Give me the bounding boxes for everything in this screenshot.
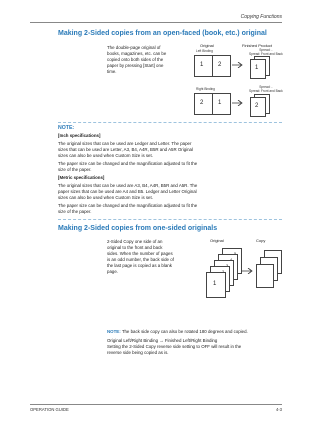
section2-intro-line: original to the front and back: [107, 245, 163, 250]
section2-intro-line: the last page is copied as a blank: [107, 263, 172, 268]
note-body: [58, 133, 283, 215]
section2-intro-line: page.: [107, 269, 118, 274]
section2-intro: [107, 239, 197, 275]
text-line: The paper size can be changed and the magnification adjusted to fit the: [58, 203, 198, 208]
figure-spread-bottom: Spread: - Spread: Front and Back: [249, 85, 283, 93]
metric-spec-paragraph-2: [58, 203, 283, 215]
arrow-right-icon: [232, 100, 244, 106]
finished-front-page-top: [250, 59, 266, 79]
text-line: Original Left/Right Binding → Finished Left/Right Binding: [107, 338, 218, 343]
book-copy-figure: [192, 43, 282, 117]
text-line: sizes can also be used when Custom Size is set.: [58, 153, 153, 158]
figure-left-binding: Left Binding: [196, 49, 213, 53]
note-label: NOTE:: [58, 125, 75, 131]
text-line: size of the paper.: [58, 167, 92, 172]
one-sided-copy-figure: [200, 238, 282, 322]
section-heading-one-sided: Making 2-Sided copies from one-sided originals: [58, 225, 218, 232]
text-line: sizes that can be used are Letter, A3, B4, A4R, B5R and A5R Original: [58, 147, 193, 152]
section1-intro-line: The double-page original of: [107, 45, 161, 50]
section1-intro-line: time.: [107, 69, 117, 74]
section2-intro-line: sides. When the number of pages: [107, 251, 173, 256]
text-line: Setting the 2-Sided Copy reverse side setting to OFF will result in the: [107, 344, 242, 349]
header-title: Copying Functions: [240, 14, 282, 20]
figure-finished-label: Finished Product: [242, 43, 273, 48]
text-line: sizes can also be used when Custom Size is set.: [58, 195, 153, 200]
page-number: 2: [218, 62, 222, 68]
text-line: paper sizes that can be used are A4 and B5. Ledger and Letter Original: [58, 189, 197, 194]
metric-spec-title: [Metric specifications]: [58, 175, 105, 180]
section2-intro-line: 2-Sided Copy one side of an: [107, 239, 163, 244]
section-heading-open-faced: Making 2-Sided copies from an open-faced (book, etc.) original: [58, 30, 267, 37]
footer-page-number: 4-3: [275, 407, 282, 412]
text-line: reverse side being copied as is.: [107, 350, 169, 355]
original-left-page-top: [194, 55, 213, 77]
arrow-right-icon: [242, 268, 254, 274]
inch-spec-paragraph-1: [58, 141, 283, 159]
section1-intro-line: paper by pressing [Start] one: [107, 63, 164, 68]
arrow-right-icon: [232, 62, 244, 68]
header-rule: [30, 22, 282, 23]
section2-intro-line: is an odd number, the back side of: [107, 257, 174, 262]
inch-spec-paragraph-2: [58, 161, 283, 173]
section1-intro-line: copied onto both sides of the: [107, 57, 164, 62]
footer-rule: [30, 404, 282, 405]
section2-binding-text: [107, 338, 287, 356]
original-page-1: [206, 272, 226, 298]
text-line: The original sizes that can be used are A3, B4, A4R, B5R and A5R. The: [58, 183, 198, 188]
page-number: 1: [255, 65, 259, 71]
finished-front-page-bottom: [250, 97, 266, 117]
figure-spread-top: Spread: - Spread: Front and Back: [249, 48, 283, 56]
footer-guide-name: OPERATION GUIDE: [30, 407, 69, 412]
section1-intro-line: books, magazines, etc. can be: [107, 51, 167, 56]
text-line: The paper size can be changed and the magnification adjusted to fit the: [58, 161, 198, 166]
figure-copy-label: Copy: [256, 238, 266, 243]
inch-spec-title: [Inch specifications]: [58, 133, 101, 138]
section2-note: [107, 329, 287, 335]
page-number: 1: [218, 100, 222, 106]
figure-original-label: Original: [200, 43, 214, 48]
text-line: The original sizes that can be used are Ledger and Letter. The paper: [58, 141, 192, 146]
section2-note-label: NOTE:: [107, 329, 121, 334]
page-number: 1: [213, 281, 217, 287]
text-line: size of the paper.: [58, 209, 92, 214]
note-top-rule: [58, 122, 282, 123]
original-right-page-bottom: [212, 93, 231, 115]
page-number: 1: [200, 62, 204, 68]
figure-original-label: Original: [210, 238, 224, 243]
page-number: 2: [200, 100, 204, 106]
figure-right-binding: Right Binding: [196, 87, 215, 91]
original-right-page-top: [212, 55, 231, 77]
metric-spec-paragraph-1: [58, 183, 283, 201]
section2-note-text: The back side copy can also be rotated 180 degrees and copied.: [121, 329, 248, 334]
note-bottom-rule: [58, 219, 282, 220]
original-left-page-bottom: [194, 93, 213, 115]
copy-sheet-1: [256, 264, 274, 288]
section1-intro: [107, 45, 192, 75]
page-number: 2: [255, 103, 259, 109]
